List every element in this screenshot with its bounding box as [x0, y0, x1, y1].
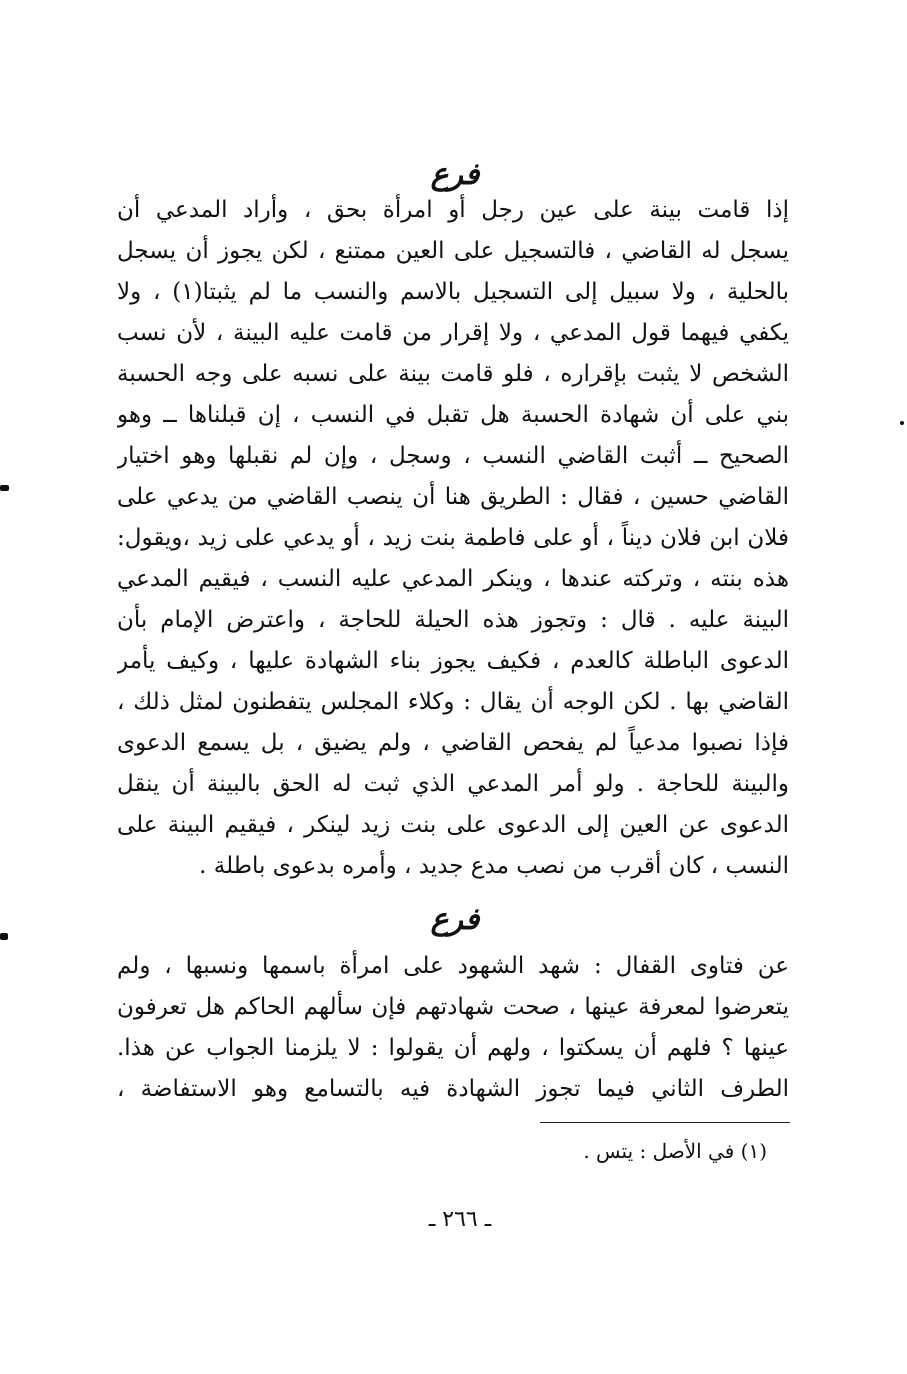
text-line: هذه بنته ، وتركته عندها ، وينكر المدعي عليه النسب ، فيقيم المدعي	[117, 566, 789, 592]
text-line: القاضي بها . لكن الوجه أن يقال : وكلاء المجلس يتفطنون لمثل ذلك ،	[117, 689, 789, 715]
text-line: الدعوى الباطلة كالعدم ، فكيف يجوز بناء الشهادة عليها ، وكيف يأمر	[117, 648, 789, 674]
text-line: الطرف الثاني فيما تجوز الشهادة فيه بالتسامع وهو الاستفاضة ،	[117, 1076, 789, 1102]
text-line: فإذا نصبوا مدعياً لم يفحص القاضي ، ولم يضيق ، بل يسمع الدعوى	[117, 730, 789, 756]
text-line: بالحلية ، ولا سبيل إلى التسجيل بالاسم والنسب ما لم يثبتا(١) ، ولا	[117, 279, 789, 305]
text-line: النسب ، كان أقرب من نصب مدع جديد ، وأمره بدعوى باطلة .	[199, 853, 789, 879]
text-line: عينها ؟ فلهم أن يسكتوا ، ولهم أن يقولوا : لا يلزمنا الجواب عن هذا.	[117, 1035, 789, 1061]
text-line: الصحيح ــ أثبت القاضي النسب ، وسجل ، وإن لم نقبلها وهو اختيار	[117, 443, 789, 469]
text-line: البينة عليه . قال : وتجوز هذه الحيلة للحاجة ، واعترض الإمام بأن	[117, 607, 789, 633]
text-line: الشخص لا يثبت بإقراره ، فلو قامت بينة على نسبه على وجه الحسبة	[117, 361, 789, 387]
page-number: ـ ٢٦٦ ـ	[428, 1207, 492, 1232]
section-2-body	[117, 946, 789, 1110]
text-line: الدعوى عن العين إلى الدعوى على بنت زيد لينكر ، فيقيم البينة على	[117, 812, 789, 838]
text-line: يتعرضوا لمعرفة عينها ، صحت شهادتهم فإن سألهم الحاكم هل تعرفون	[117, 994, 789, 1020]
text-line: يكفي فيهما قول المدعي ، ولا إقرار من قامت عليه البينة ، لأن نسب	[117, 320, 789, 346]
scan-mark	[0, 485, 9, 491]
text-line: عن فتاوى القفال : شهد الشهود على امرأة باسمها ونسبها ، ولم	[117, 953, 789, 979]
section-heading: فرع	[430, 157, 480, 192]
text-line: والبينة للحاجة . ولو أمر المدعي الذي ثبت له الحق بالبينة أن ينقل	[117, 771, 789, 797]
section-heading: فرع	[430, 902, 480, 937]
text-line: إذا قامت بينة على عين رجل أو امرأة بحق ، وأراد المدعي أن	[117, 197, 789, 223]
scan-mark	[0, 933, 8, 940]
footnote: (١) في الأصل : يتس .	[583, 1139, 767, 1163]
footnote-divider	[540, 1122, 790, 1123]
text-line: بني على أن شهادة الحسبة هل تقبل في النسب ، إن قبلناها ــ وهو	[117, 402, 789, 428]
section-1-body	[117, 190, 789, 887]
text-line: القاضي حسين ، فقال : الطريق هنا أن ينصب القاضي من يدعي على	[117, 484, 789, 510]
text-line: يسجل له القاضي ، فالتسجيل على العين ممتنع ، لكن يجوز أن يسجل	[117, 238, 789, 264]
scan-mark	[900, 421, 904, 425]
text-line: فلان ابن فلان ديناً ، أو على فاطمة بنت زيد ، أو يدعي على زيد ،ويقول:	[117, 525, 789, 551]
